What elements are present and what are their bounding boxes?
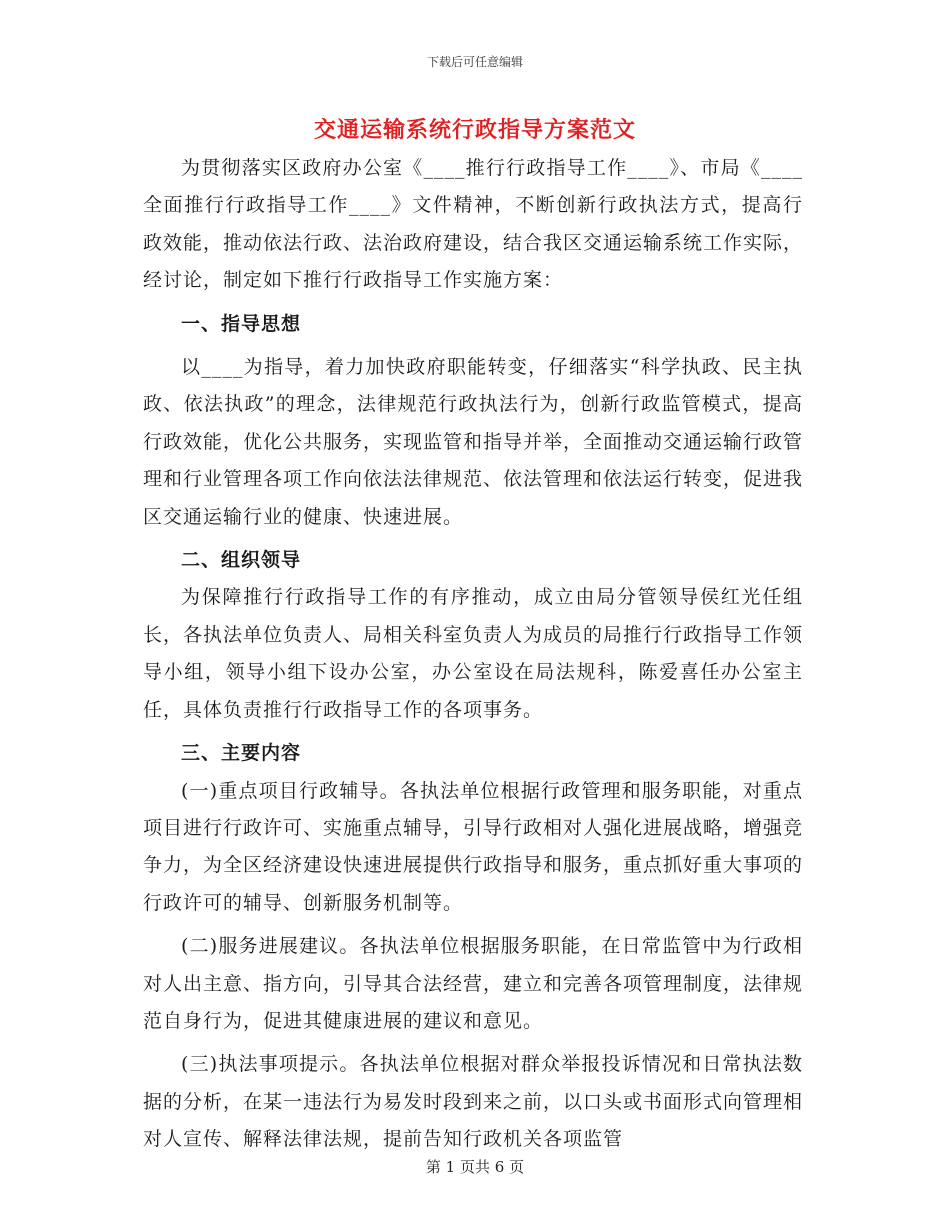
guiding-thought-paragraph: 以____为指导，着力加快政府职能转变，仔细落实“科学执政、民主执政、依法执政”的理念，法律规范行政执法行为，创新行政监管模式，提高行政效能，优化公共服务，实现监管和指导并举，全面推动交通运输行政管理和行业管理各项工作向依法法律规范、依法管理和依法运行转变，促进我区交通运输行业的健康、快速进展。 bbox=[143, 356, 804, 528]
document-body bbox=[143, 150, 803, 1159]
section-heading-main-content: 三、主要内容 bbox=[181, 742, 302, 765]
document-title: 交通运输系统行政指导方案范文 bbox=[313, 117, 636, 143]
intro-paragraph: 为贯彻落实区政府办公室《____推行行政指导工作____》、市局《____全面推行行政指导工作____》文件精神，不断创新行政执法方式，提高行政效能，推动依法行政、法治政府建设，结合我区交通运输系统工作实际，经讨论，制定如下推行行政指导工作实施方案： bbox=[143, 157, 804, 292]
header-note: 下载后可任意编辑 bbox=[426, 55, 523, 69]
content-item-2: (二)服务进展建议。各执法单位根据服务职能，在日常监管中为行政相对人出主意、指方向，引导其合法经营，建立和完善各项管理制度，法律规范自身行为，促进其健康进展的建议和意见。 bbox=[143, 935, 804, 1032]
organization-paragraph: 为保障推行行政指导工作的有序推动，成立由局分管领导侯红光任组长，各执法单位负责人、局相关科室负责人为成员的局推行行政指导工作领导小组，领导小组下设办公室，办公室设在局法规科，陈爱喜任办公室主任，具体负责推行行政指导工作的各项事务。 bbox=[143, 586, 804, 721]
content-item-3: (三)执法事项提示。各执法单位根据对群众举报投诉情况和日常执法数据的分析，在某一违法行为易发时段到来之前，以口头或书面形式向管理相对人宣传、解释法律法规，提前告知行政机关各项监管 bbox=[143, 1053, 804, 1151]
content-item-1: (一)重点项目行政辅导。各执法单位根据行政管理和服务职能，对重点项目进行行政许可、实施重点辅导，引导行政相对人强化进展战略，增强竞争力，为全区经济建设快速进展提供行政指导和服务，重点抓好重大事项的行政许可的辅导、创新服务机制等。 bbox=[143, 779, 804, 914]
page-number-footer: 第 1 页共 6 页 bbox=[425, 1158, 525, 1176]
section-heading-organization: 二、组织领导 bbox=[181, 549, 302, 572]
section-heading-guiding-thought: 一、指导思想 bbox=[181, 312, 302, 335]
